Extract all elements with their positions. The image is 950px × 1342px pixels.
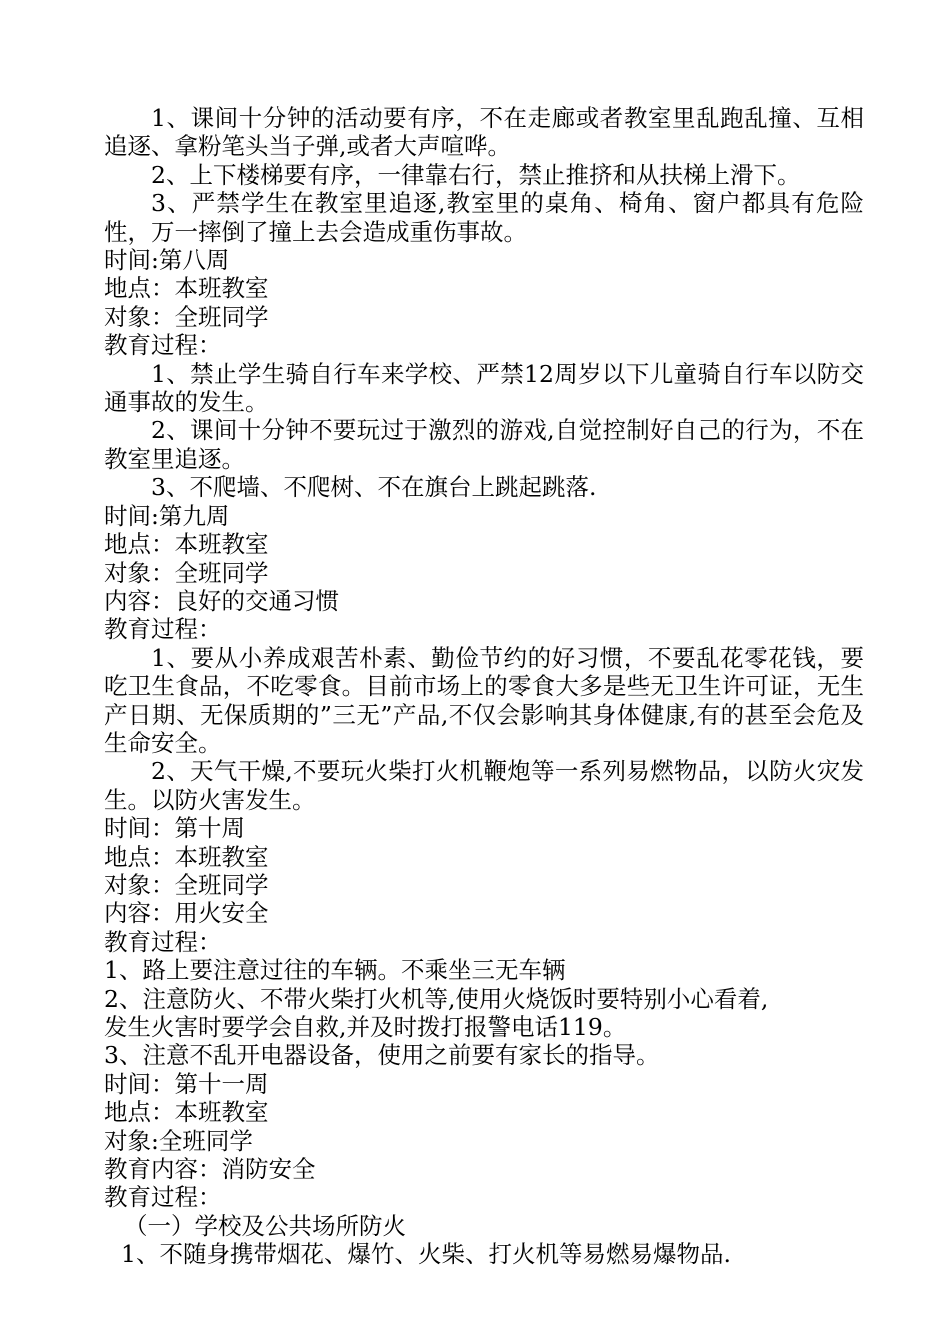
- audience-week-11: 对象:全班同学: [104, 1126, 253, 1155]
- audience-week-10: 对象：全班同学: [104, 870, 269, 899]
- item-no-flammables: 1、不随身携带烟花、爆竹、火柴、打火机等易燃易爆物品.: [121, 1240, 731, 1269]
- location-week-10: 地点：本班教室: [104, 842, 269, 871]
- paragraph-no-rough-games: 2、课间十分钟不要玩过于激烈的游戏,自觉控制好自己的行为，不在教室里追逐。: [104, 416, 864, 473]
- item-fire-self-rescue: 发生火害时要学会自救,并及时拨打报警电话119。: [104, 1013, 627, 1041]
- process-heading-week-11: 教育过程：: [104, 1183, 222, 1212]
- paragraph-no-chasing: 3、严禁学生在教室里追逐,教室里的桌角、椅角、窗户都具有危险性，万一摔倒了撞上去会造成重伤事故。: [104, 189, 864, 246]
- process-heading-week-9: 教育过程：: [104, 615, 222, 644]
- process-heading-week-10: 教育过程：: [104, 927, 222, 956]
- document-body: [104, 104, 864, 1269]
- item-fire-prevention: 2、注意防火、不带火柴打火机等,使用火烧饭时要特别小心看着,: [104, 984, 769, 1013]
- time-week-9: 时间:第九周: [104, 501, 230, 530]
- audience-week-9: 对象：全班同学: [104, 558, 269, 587]
- location-week-8: 地点：本班教室: [104, 274, 269, 303]
- time-week-11: 时间：第十一周: [104, 1069, 269, 1098]
- paragraph-no-bicycle: 1、禁止学生骑自行车来学校、严禁12周岁以下儿童骑自行车以防交通事故的发生。: [104, 359, 864, 417]
- content-week-9: 内容：良好的交通习惯: [104, 586, 339, 615]
- paragraph-frugal-habits: 1、要从小养成艰苦朴素、勤俭节约的好习惯，不要乱花零花钱，要吃卫生食品，不吃零食。目前市场上的零食大多是些无卫生许可证，无生产日期、无保质期的”三无”产品,不仅会影响其身体健康,有的甚至会危及生命安全。: [104, 643, 864, 757]
- time-week-8: 时间:第八周: [104, 246, 230, 275]
- paragraph-stairs-order: 2、上下楼梯要有序，一律靠右行，禁止推挤和从扶梯上滑下。: [151, 160, 801, 189]
- item-traffic-vehicles: 1、路上要注意过往的车辆。不乘坐三无车辆: [104, 956, 566, 985]
- process-heading-week-8: 教育过程：: [104, 331, 222, 360]
- subheading-school-fire-prevention: （一）学校及公共场所防火: [124, 1211, 406, 1240]
- audience-week-8: 对象：全班同学: [104, 302, 269, 331]
- location-week-9: 地点：本班教室: [104, 530, 269, 559]
- paragraph-corridor-order: 1、课间十分钟的活动要有序，不在走廊或者教室里乱跑乱撞、互相追逐、拿粉笔头当子弹,或者大声喧哗。: [104, 104, 864, 161]
- item-electrical-safety: 3、注意不乱开电器设备，使用之前要有家长的指导。: [104, 1041, 660, 1070]
- time-week-10: 时间：第十周: [104, 814, 245, 843]
- content-week-10: 内容：用火安全: [104, 899, 269, 928]
- paragraph-dry-weather-fire: 2、天气干燥,不要玩火柴打火机鞭炮等一系列易燃物品，以防火灾发生。以防火害发生。: [104, 757, 864, 814]
- content-week-11: 教育内容：消防安全: [104, 1155, 316, 1184]
- paragraph-no-climbing: 3、不爬墙、不爬树、不在旗台上跳起跳落.: [151, 473, 597, 502]
- location-week-11: 地点：本班教室: [104, 1098, 269, 1127]
